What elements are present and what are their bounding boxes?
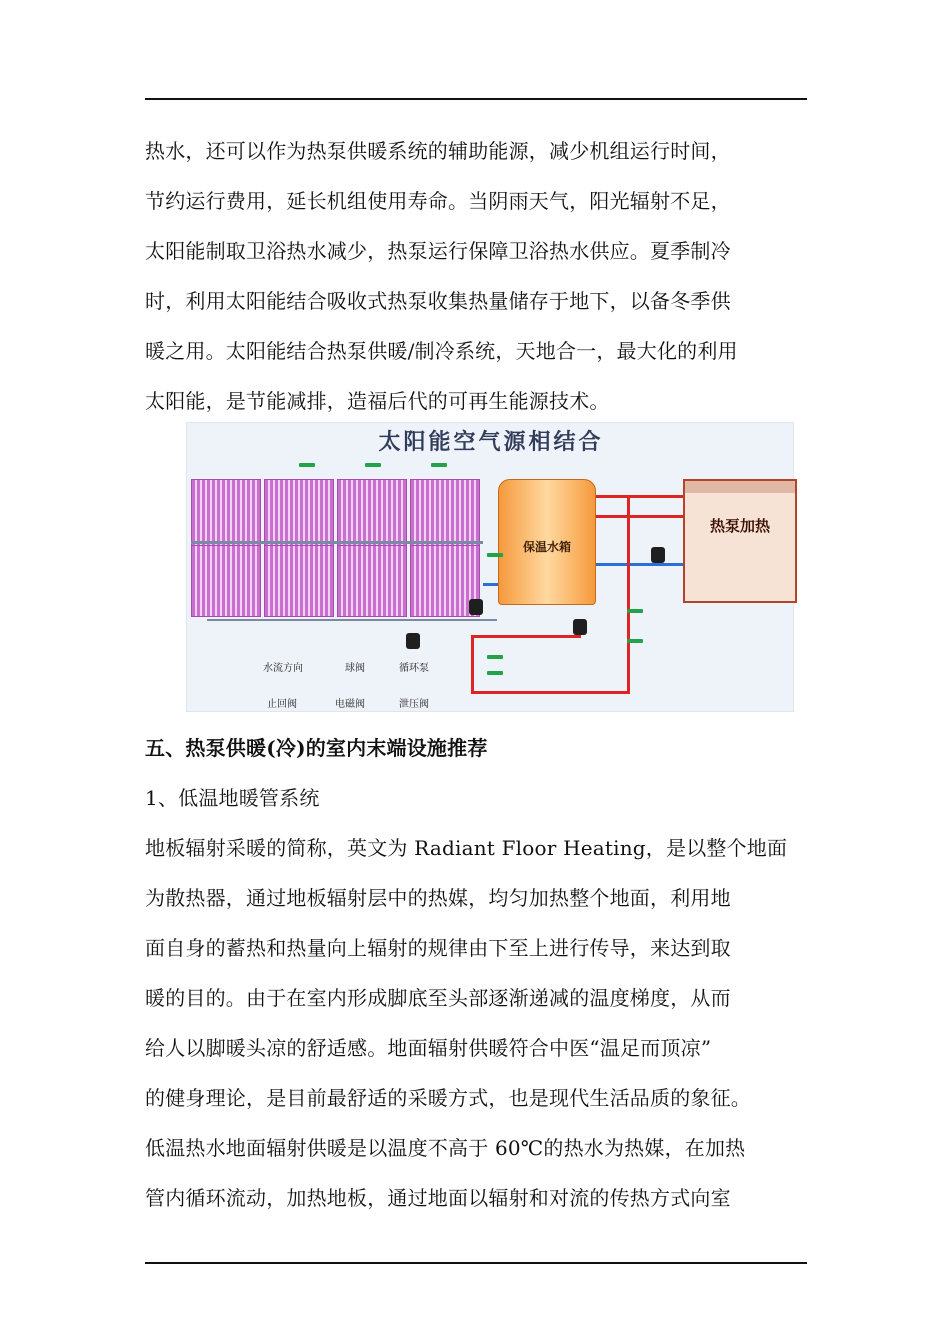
return-pipe xyxy=(207,619,497,621)
cold-pipe xyxy=(594,563,684,566)
hot-pipe xyxy=(471,635,474,693)
solar-heat-pump-diagram xyxy=(186,422,794,712)
valve-tag xyxy=(299,463,315,467)
solar-panel xyxy=(264,545,334,617)
legend-check-valve: 止回阀 xyxy=(267,699,297,710)
text-line: 面自身的蓄热和热量向上辐射的规律由下至上进行传导，来达到取 xyxy=(145,936,731,960)
text-line: 太阳能，是节能减排，造福后代的可再生能源技术。 xyxy=(145,389,610,413)
valve-tag xyxy=(365,463,381,467)
section-heading: 五、热泵供暖(冷)的室内末端设施推荐 xyxy=(145,736,488,760)
text-line: 的健身理论，是目前最舒适的采暖方式，也是现代生活品质的象征。 xyxy=(145,1086,751,1110)
insulated-water-tank xyxy=(498,479,596,605)
legend-pressure-valve: 泄压阀 xyxy=(399,699,429,710)
text-line: 暖的目的。由于在室内形成脚底至头部逐渐递减的温度梯度，从而 xyxy=(145,986,731,1010)
circulation-pump-icon xyxy=(406,633,420,649)
collector-header-pipe xyxy=(191,541,483,544)
text-line: 太阳能制取卫浴热水减少，热泵运行保障卫浴热水供应。夏季制冷 xyxy=(145,239,731,263)
heat-pump-unit xyxy=(683,491,797,603)
valve-tag xyxy=(487,671,503,675)
valve-tag xyxy=(487,553,503,557)
text-line: 低温热水地面辐射供暖是以温度不高于 60℃的热水为热媒，在加热 xyxy=(145,1136,746,1160)
text-line: 热水，还可以作为热泵供暖系统的辅助能源，减少机组运行时间， xyxy=(145,139,731,163)
hot-pipe xyxy=(627,495,630,693)
circulation-pump-icon xyxy=(573,619,587,635)
heat-pump-label: 热泵加热 xyxy=(709,517,770,535)
footer-rule xyxy=(145,1262,807,1264)
valve-tag xyxy=(487,655,503,659)
text-line: 时，利用太阳能结合吸收式热泵收集热量储存于地下，以备冬季供 xyxy=(145,289,731,313)
text-line: 地板辐射采暖的简称，英文为 Radiant Floor Heating，是以整个地面 xyxy=(145,836,788,860)
hot-pipe xyxy=(594,495,684,498)
valve-tag xyxy=(627,609,643,613)
text-line: 给人以脚暖头凉的舒适感。地面辐射供暖符合中医“温足而顶凉” xyxy=(145,1036,712,1060)
solar-panel xyxy=(191,545,261,617)
circulation-pump-icon xyxy=(469,599,483,615)
valve-tag xyxy=(627,639,643,643)
valve-tag xyxy=(431,463,447,467)
legend-ball-valve: 球阀 xyxy=(345,663,365,674)
text-line: 暖之用。太阳能结合热泵供暖/制冷系统，天地合一，最大化的利用 xyxy=(145,339,738,363)
legend-pump: 循环泵 xyxy=(399,663,429,674)
figure-title: 太阳能空气源相结合 xyxy=(378,429,604,455)
header-rule xyxy=(145,98,807,100)
text-line: 节约运行费用，延长机组使用寿命。当阴雨天气，阳光辐射不足， xyxy=(145,189,731,213)
solar-panel xyxy=(337,545,407,617)
subsection-heading: 1、低温地暖管系统 xyxy=(145,786,320,810)
tank-label: 保温水箱 xyxy=(522,540,571,554)
text-line: 为散热器，通过地板辐射层中的热媒，均匀加热整个地面，利用地 xyxy=(145,886,731,910)
hot-pipe xyxy=(471,691,630,694)
hot-pipe xyxy=(471,635,581,638)
hot-pipe xyxy=(594,515,684,518)
heat-pump-roof xyxy=(683,479,797,493)
legend-solenoid-valve: 电磁阀 xyxy=(335,699,365,710)
text-line: 管内循环流动，加热地板，通过地面以辐射和对流的传热方式向室 xyxy=(145,1186,731,1210)
circulation-pump-icon xyxy=(651,547,665,563)
legend-flow: 水流方向 xyxy=(263,663,303,674)
